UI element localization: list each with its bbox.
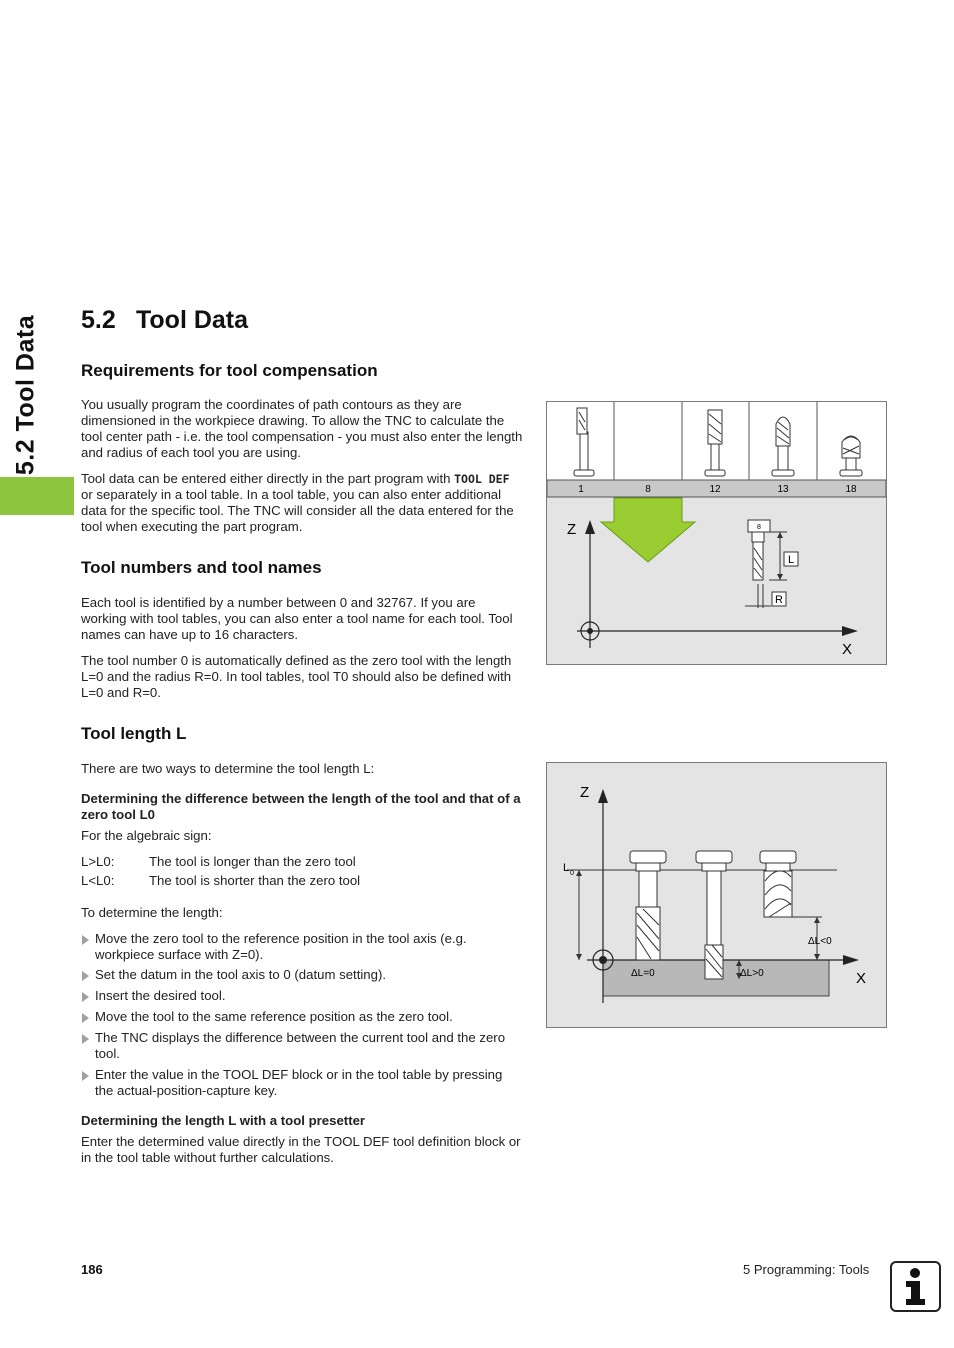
sign-key: L<L0: (81, 873, 115, 888)
step-text: Move the zero tool to the reference position in the tool axis (e.g. workpiece surface with Z=0). (95, 931, 467, 962)
tool-icon (840, 436, 862, 476)
figure-tool-length (546, 762, 887, 1028)
step-item (81, 931, 523, 963)
chapter-title: 5 Programming: Tools (743, 1262, 870, 1277)
sign-intro: For the algebraic sign: (81, 828, 212, 843)
step-item (81, 967, 523, 983)
figure-tool-table-svg (547, 402, 886, 664)
sign-row (81, 854, 356, 870)
step-text: Enter the value in the TOOL DEF block or in the tool table by pressing the actual-position-capture key. (95, 1067, 503, 1098)
step-arrow-icon (82, 971, 89, 981)
l0-subscript: 0 (570, 870, 574, 877)
subheading-presetter: Determining the length L with a tool presetter (81, 1113, 366, 1128)
tool-number-label: 12 (709, 484, 721, 495)
section-title: Tool Data (136, 306, 249, 334)
step-arrow-icon (82, 1071, 89, 1081)
tool-def-code: TOOL DEF (454, 472, 510, 486)
req-p2-before: Tool data can be entered either directly in the part program with (81, 471, 455, 486)
tool-number-label: 13 (777, 484, 789, 495)
step-item (81, 988, 523, 1004)
axis-x-label: X (842, 641, 853, 658)
info-icon (890, 1261, 941, 1312)
step-arrow-icon (82, 1034, 89, 1044)
figure-tool-table (546, 401, 887, 665)
delta-l-zero-label: ΔL=0 (631, 968, 655, 979)
delta-l-positive-label: ΔL>0 (740, 968, 764, 979)
radius-label: R (775, 594, 783, 606)
tool-icon (760, 851, 796, 917)
determine-intro: To determine the length: (81, 905, 223, 920)
tool-number-tag: 8 (757, 524, 761, 531)
heading-tool-numbers: Tool numbers and tool names (81, 558, 322, 577)
page-title (81, 306, 248, 335)
sign-text: The tool is longer than the zero tool (149, 854, 356, 869)
step-arrow-icon (82, 992, 89, 1002)
axis-z-label: Z (580, 784, 590, 801)
step-item (81, 1030, 523, 1062)
delta-l-negative-label: ΔL<0 (808, 936, 832, 947)
step-text: Insert the desired tool. (95, 988, 226, 1003)
tool-number-label: 18 (845, 484, 857, 495)
tool-number-label: 8 (645, 484, 651, 495)
sign-text: The tool is shorter than the zero tool (149, 873, 361, 888)
req-p2-after: or separately in a tool table. In a tool table, you can also enter additional data for the specific tool. The TNC will consider all the data entered for the tool when executing the part program. (81, 487, 514, 534)
axis-z-label: Z (567, 521, 577, 538)
requirements-paragraph-2 (81, 471, 523, 535)
numbers-paragraph-1: Each tool is identified by a number between 0 and 32767. If you are working with tool tables, you can also enter a tool name for each tool. Tool names can have up to 16 characters. (81, 595, 513, 642)
step-text: The TNC displays the difference between the current tool and the zero tool. (95, 1030, 506, 1061)
subheading-difference: Determining the difference between the length of the tool and that of a zero tool L0 (81, 791, 521, 822)
step-text: Set the datum in the tool axis to 0 (datum setting). (95, 967, 387, 982)
sign-row (81, 873, 360, 889)
info-glyph (892, 1263, 939, 1310)
sign-key: L>L0: (81, 854, 115, 869)
step-item (81, 1009, 523, 1025)
page-number: 186 (81, 1262, 103, 1277)
numbers-paragraph-2: The tool number 0 is automatically defined as the zero tool with the length L=0 and the radius R=0. In tool tables, tool T0 should also be defined with L=0 and R=0. (81, 653, 512, 700)
step-item (81, 1067, 523, 1099)
side-tab-label: 5.2 Tool Data (11, 314, 40, 476)
length-intro: There are two ways to determine the tool length L: (81, 761, 375, 776)
zero-tool-icon (630, 851, 666, 960)
l0-label: L (563, 862, 570, 874)
section-number: 5.2 (81, 306, 116, 334)
requirements-paragraph-1: You usually program the coordinates of path contours as they are dimensioned in the workpiece drawing. To allow the TNC to calculate the tool center path - i.e. the tool compensation - you must also enter the length and radius of each tool you are using. (81, 397, 523, 460)
tool-number-label: 1 (578, 484, 584, 495)
chapter-marker-tab (0, 477, 74, 515)
step-arrow-icon (82, 1013, 89, 1023)
axis-x-label: X (856, 970, 867, 987)
figure-tool-length-svg (547, 763, 886, 1027)
heading-requirements: Requirements for tool compensation (81, 361, 378, 380)
step-arrow-icon (82, 935, 89, 945)
length-label: L (787, 554, 795, 566)
presetter-paragraph: Enter the determined value directly in the TOOL DEF tool definition block or in the tool table without further calculations. (81, 1134, 521, 1165)
side-tab-title (6, 310, 46, 480)
heading-tool-length: Tool length L (81, 724, 187, 743)
step-text: Move the tool to the same reference position as the zero tool. (95, 1009, 453, 1024)
selection-arrow-icon (601, 498, 695, 562)
